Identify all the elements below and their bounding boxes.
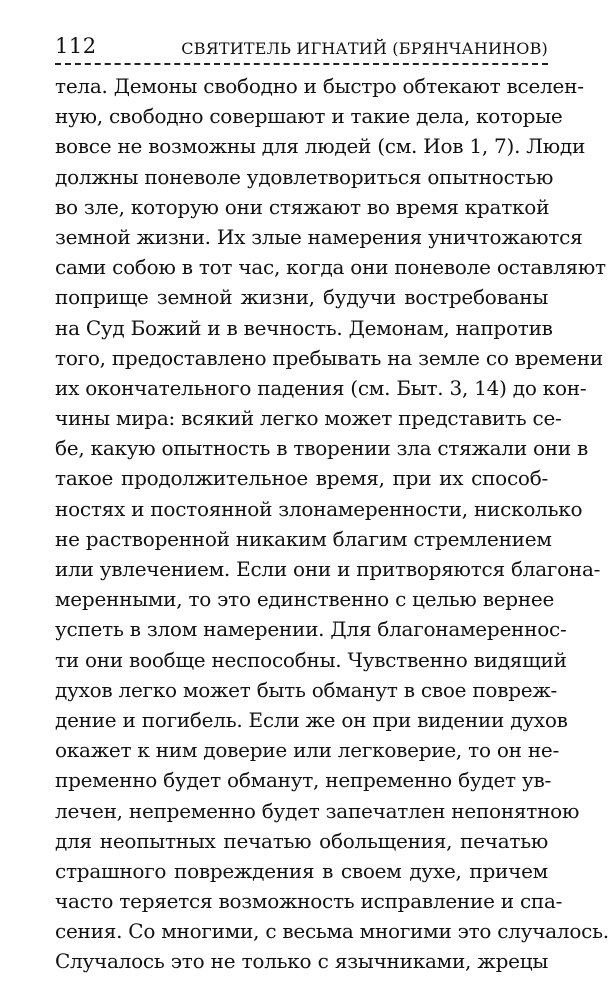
text-line: пременно будет обманут, непременно будет ув- xyxy=(55,768,551,793)
text-line: успеть в злом намерении. Для благонамереннос- xyxy=(55,617,567,642)
text-line: во зле, которую они стяжают во время краткой xyxy=(55,194,550,219)
text-line: земной жизни. Их злые намерения уничтожаются xyxy=(55,224,583,249)
text-line: для неопытных печатью обольщения, печатью xyxy=(55,828,548,853)
text-line: или увлечением. Если они и притворяются благона- xyxy=(55,557,601,581)
text-line: их окончательного падения (см. Быт. 3, 14) до кон- xyxy=(55,375,587,400)
text-line: меренными, то это единственно с целью вернее xyxy=(55,587,555,612)
body-text xyxy=(55,71,609,977)
text-line: не растворенной никаким благим стремлением xyxy=(55,526,552,551)
text-line: духов легко может быть обманут в свое повреж- xyxy=(55,677,558,702)
text-line: чины мира: всякий легко может представить се- xyxy=(55,406,562,431)
text-line: ную, свободно совершают и такие дела, которые xyxy=(55,104,563,129)
text-line: поприще земной жизни, будучи востребованы xyxy=(55,285,548,310)
text-line: ти они вообще неспособны. Чувственно видящий xyxy=(55,647,567,672)
text-line: вовсе не возможны для людей (см. Иов 1, 7). Люди xyxy=(55,134,586,159)
text-line: часто теряется возможность исправление и спа- xyxy=(55,889,563,914)
text-line: страшного повреждения в своем духе, причем xyxy=(55,858,548,883)
text-line: сами собою в тот час, когда они поневоле оставляют xyxy=(55,255,606,280)
text-line: такое продолжительное время, при их способ- xyxy=(55,466,548,491)
text-line: тела. Демоны свободно и быстро обтекают вселен- xyxy=(55,74,584,98)
text-line: того, предоставлено пребывать на земле со времени xyxy=(55,345,603,370)
text-line: дение и погибель. Если же он при видении духов xyxy=(55,707,568,732)
text-line: бе, какую опытность в творении зла стяжали они в xyxy=(55,436,589,461)
text-line: на Суд Божий и в вечность. Демонам, напротив xyxy=(55,315,553,340)
text-line: лечен, непременно будет запечатлен непонятною xyxy=(55,798,580,823)
text-line: сения. Со многими, с весьма многими это случалось. xyxy=(55,919,609,944)
page-number: 112 xyxy=(55,34,97,58)
text-line: должны поневоле удовлетвориться опытностью xyxy=(55,164,554,189)
text-line: ностях и постоянной злонамеренности, нисколько xyxy=(55,496,583,521)
page-header xyxy=(55,28,548,65)
text-line: Случалось это не только с язычниками, жрецы xyxy=(55,949,548,974)
text-line: окажет к ним доверие или легковерие, то он не- xyxy=(55,738,560,763)
running-head: СВЯТИТЕЛЬ ИГНАТИЙ (БРЯНЧАНИНОВ) xyxy=(181,39,548,58)
